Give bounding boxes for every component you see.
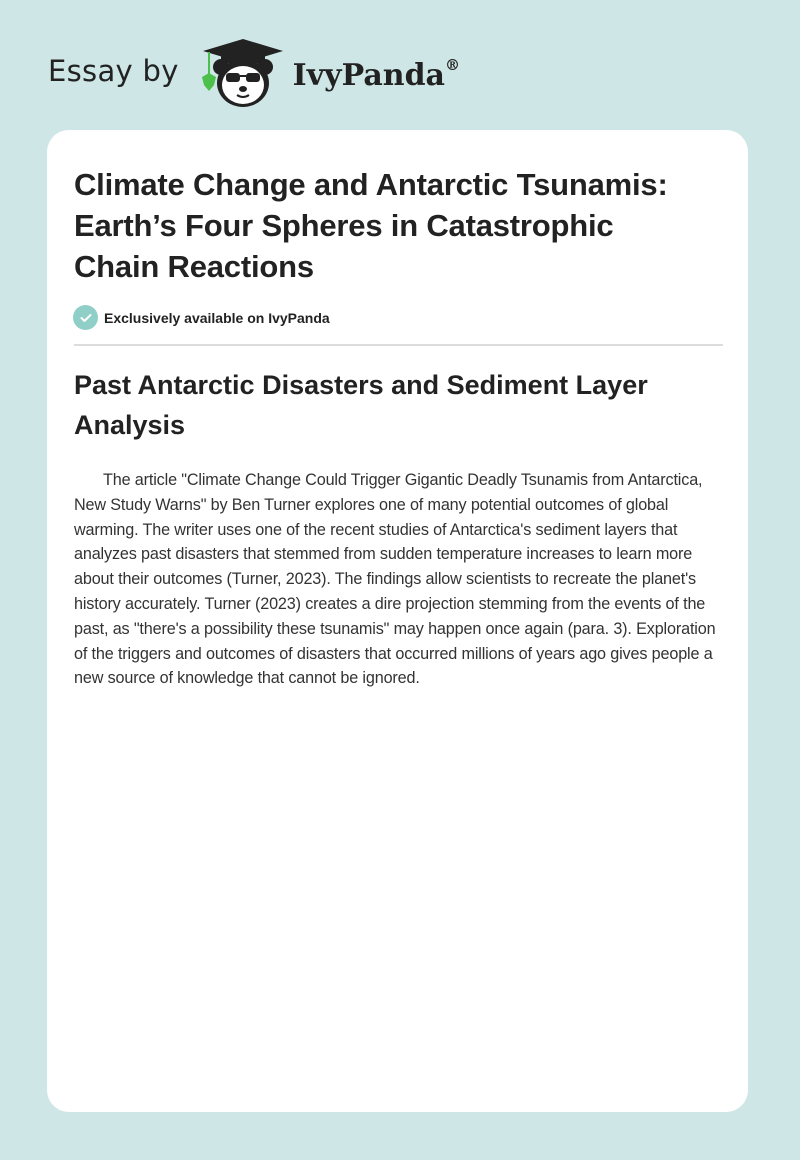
body-paragraph: The article "Climate Change Could Trigger Gigantic Deadly Tsunamis from Antarctica, New Study Warns" by Ben Turner explores one of many potential outcomes of global warming. The writer uses one of the recent studies of Antarctica's sediment layers that analyzes past disasters that stemmed from sudden temperature increases to learn more about their outcomes (Turner, 2023). The findings allow scientists to recreate the planet's history accurately. Turner (2023) creates a dire projection stemming from the events of the past, as "there's a possibility these tsunamis" may happen once again (para. 3). Exploration of the triggers and outcomes of disasters that occurred millions of years ago gives people a new source of knowledge that cannot be ignored. [74,471,716,688]
brand-name[interactable]: IvyPanda® [292,55,460,93]
page-title: Climate Change and Antarctic Tsunamis: Earth’s Four Spheres in Catastrophic Chain Reactions [74,167,668,284]
panda-graduate-icon[interactable] [199,37,287,109]
section-heading: Past Antarctic Disasters and Sediment Layer Analysis [74,370,648,440]
divider [74,344,723,346]
exclusive-badge [73,305,330,330]
site-header [48,38,460,108]
essay-by-label: Essay by [48,54,179,88]
article-card [47,130,748,1112]
check-circle-icon [73,305,98,330]
exclusive-text: Exclusively available on IvyPanda [104,309,330,326]
